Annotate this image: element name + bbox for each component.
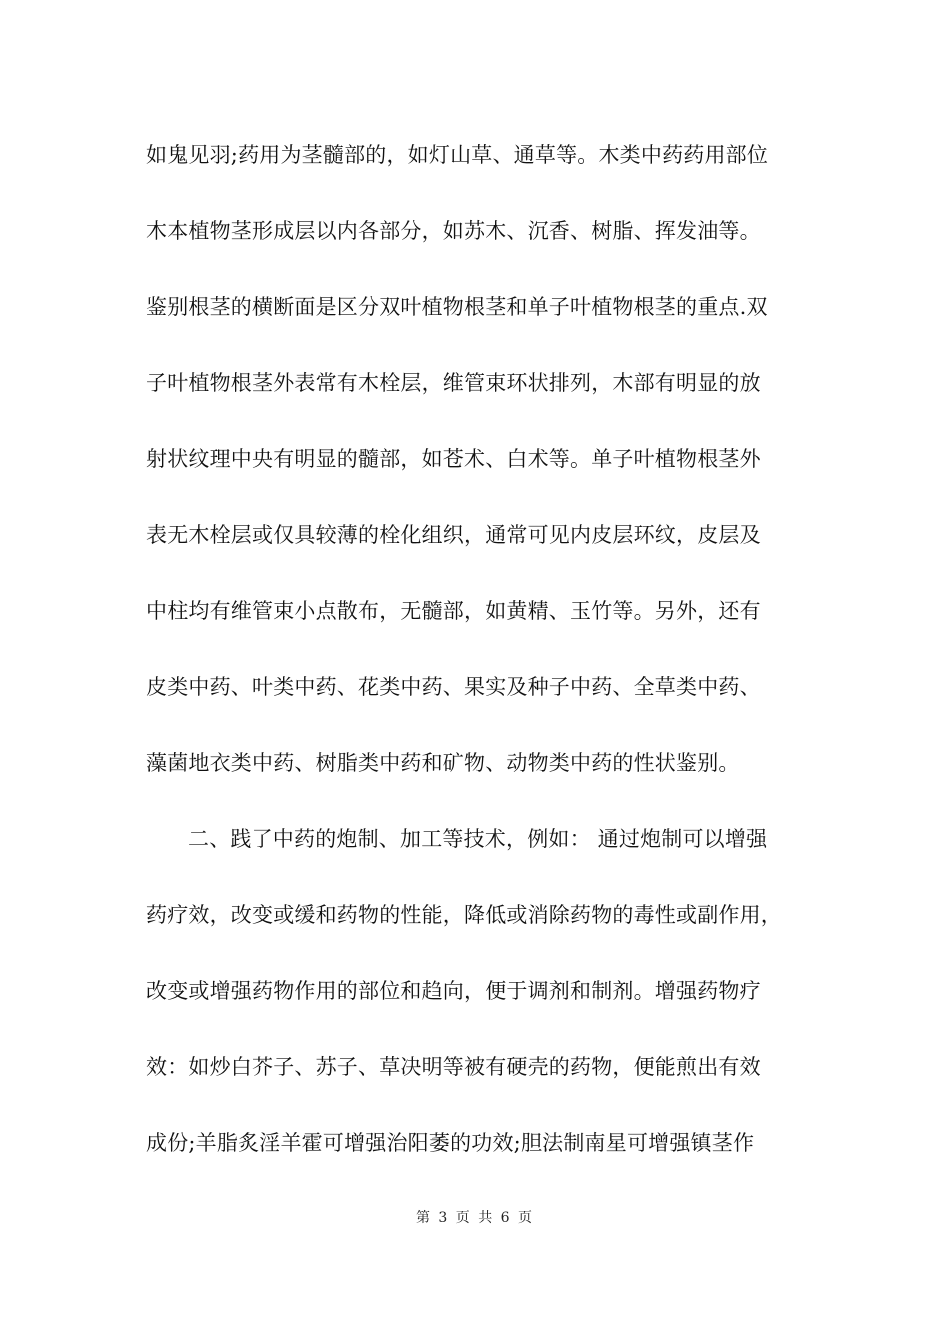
paragraph-line-7: 中柱均有维管束小点散布，无髓部，如黄精、玉竹等。另外，还有 (146, 599, 761, 623)
paragraph-line-6: 表无木栓层或仅具较薄的栓化组织，通常可见内皮层环纹，皮层及 (146, 523, 761, 547)
paragraph-line-4: 子叶植物根茎外表常有木栓层，维管束环状排列，木部有明显的放 (146, 371, 761, 395)
paragraph-line-8: 皮类中药、叶类中药、花类中药、果实及种子中药、全草类中药、 (146, 675, 761, 699)
paragraph-line-11: 药疗效，改变或缓和药物的性能，降低或消除药物的毒性或副作用， (146, 903, 782, 927)
paragraph-line-12: 改变或增强药物作用的部位和趋向，便于调剂和制剂。增强药物疗 (146, 979, 761, 1003)
paragraph-line-13: 效：如炒白芥子、苏子、草决明等被有硬壳的药物，便能煎出有效 (146, 1055, 761, 1079)
paragraph-line-10: 二、践了中药的炮制、加工等技术，例如： 通过炮制可以增强 (188, 827, 768, 851)
page-number: 第 3 页 共 6 页 (415, 1210, 535, 1226)
paragraph-line-9: 藻菌地衣类中药、树脂类中药和矿物、动物类中药的性状鉴别。 (146, 751, 740, 775)
paragraph-line-5: 射状纹理中央有明显的髓部，如苍术、白术等。单子叶植物根茎外 (146, 447, 761, 471)
paragraph-line-2: 木本植物茎形成层以内各部分，如苏木、沉香、树脂、挥发油等。 (146, 219, 761, 243)
paragraph-line-3: 鉴别根茎的横断面是区分双叶植物根茎和单子叶植物根茎的重点.双 (146, 295, 768, 319)
paragraph-line-1: 如鬼见羽;药用为茎髓部的，如灯山草、通草等。木类中药药用部位 (146, 143, 769, 167)
paragraph-line-14: 成份;羊脂炙淫羊霍可增强治阳萎的功效;胆法制南星可增强镇茎作 (146, 1131, 755, 1155)
